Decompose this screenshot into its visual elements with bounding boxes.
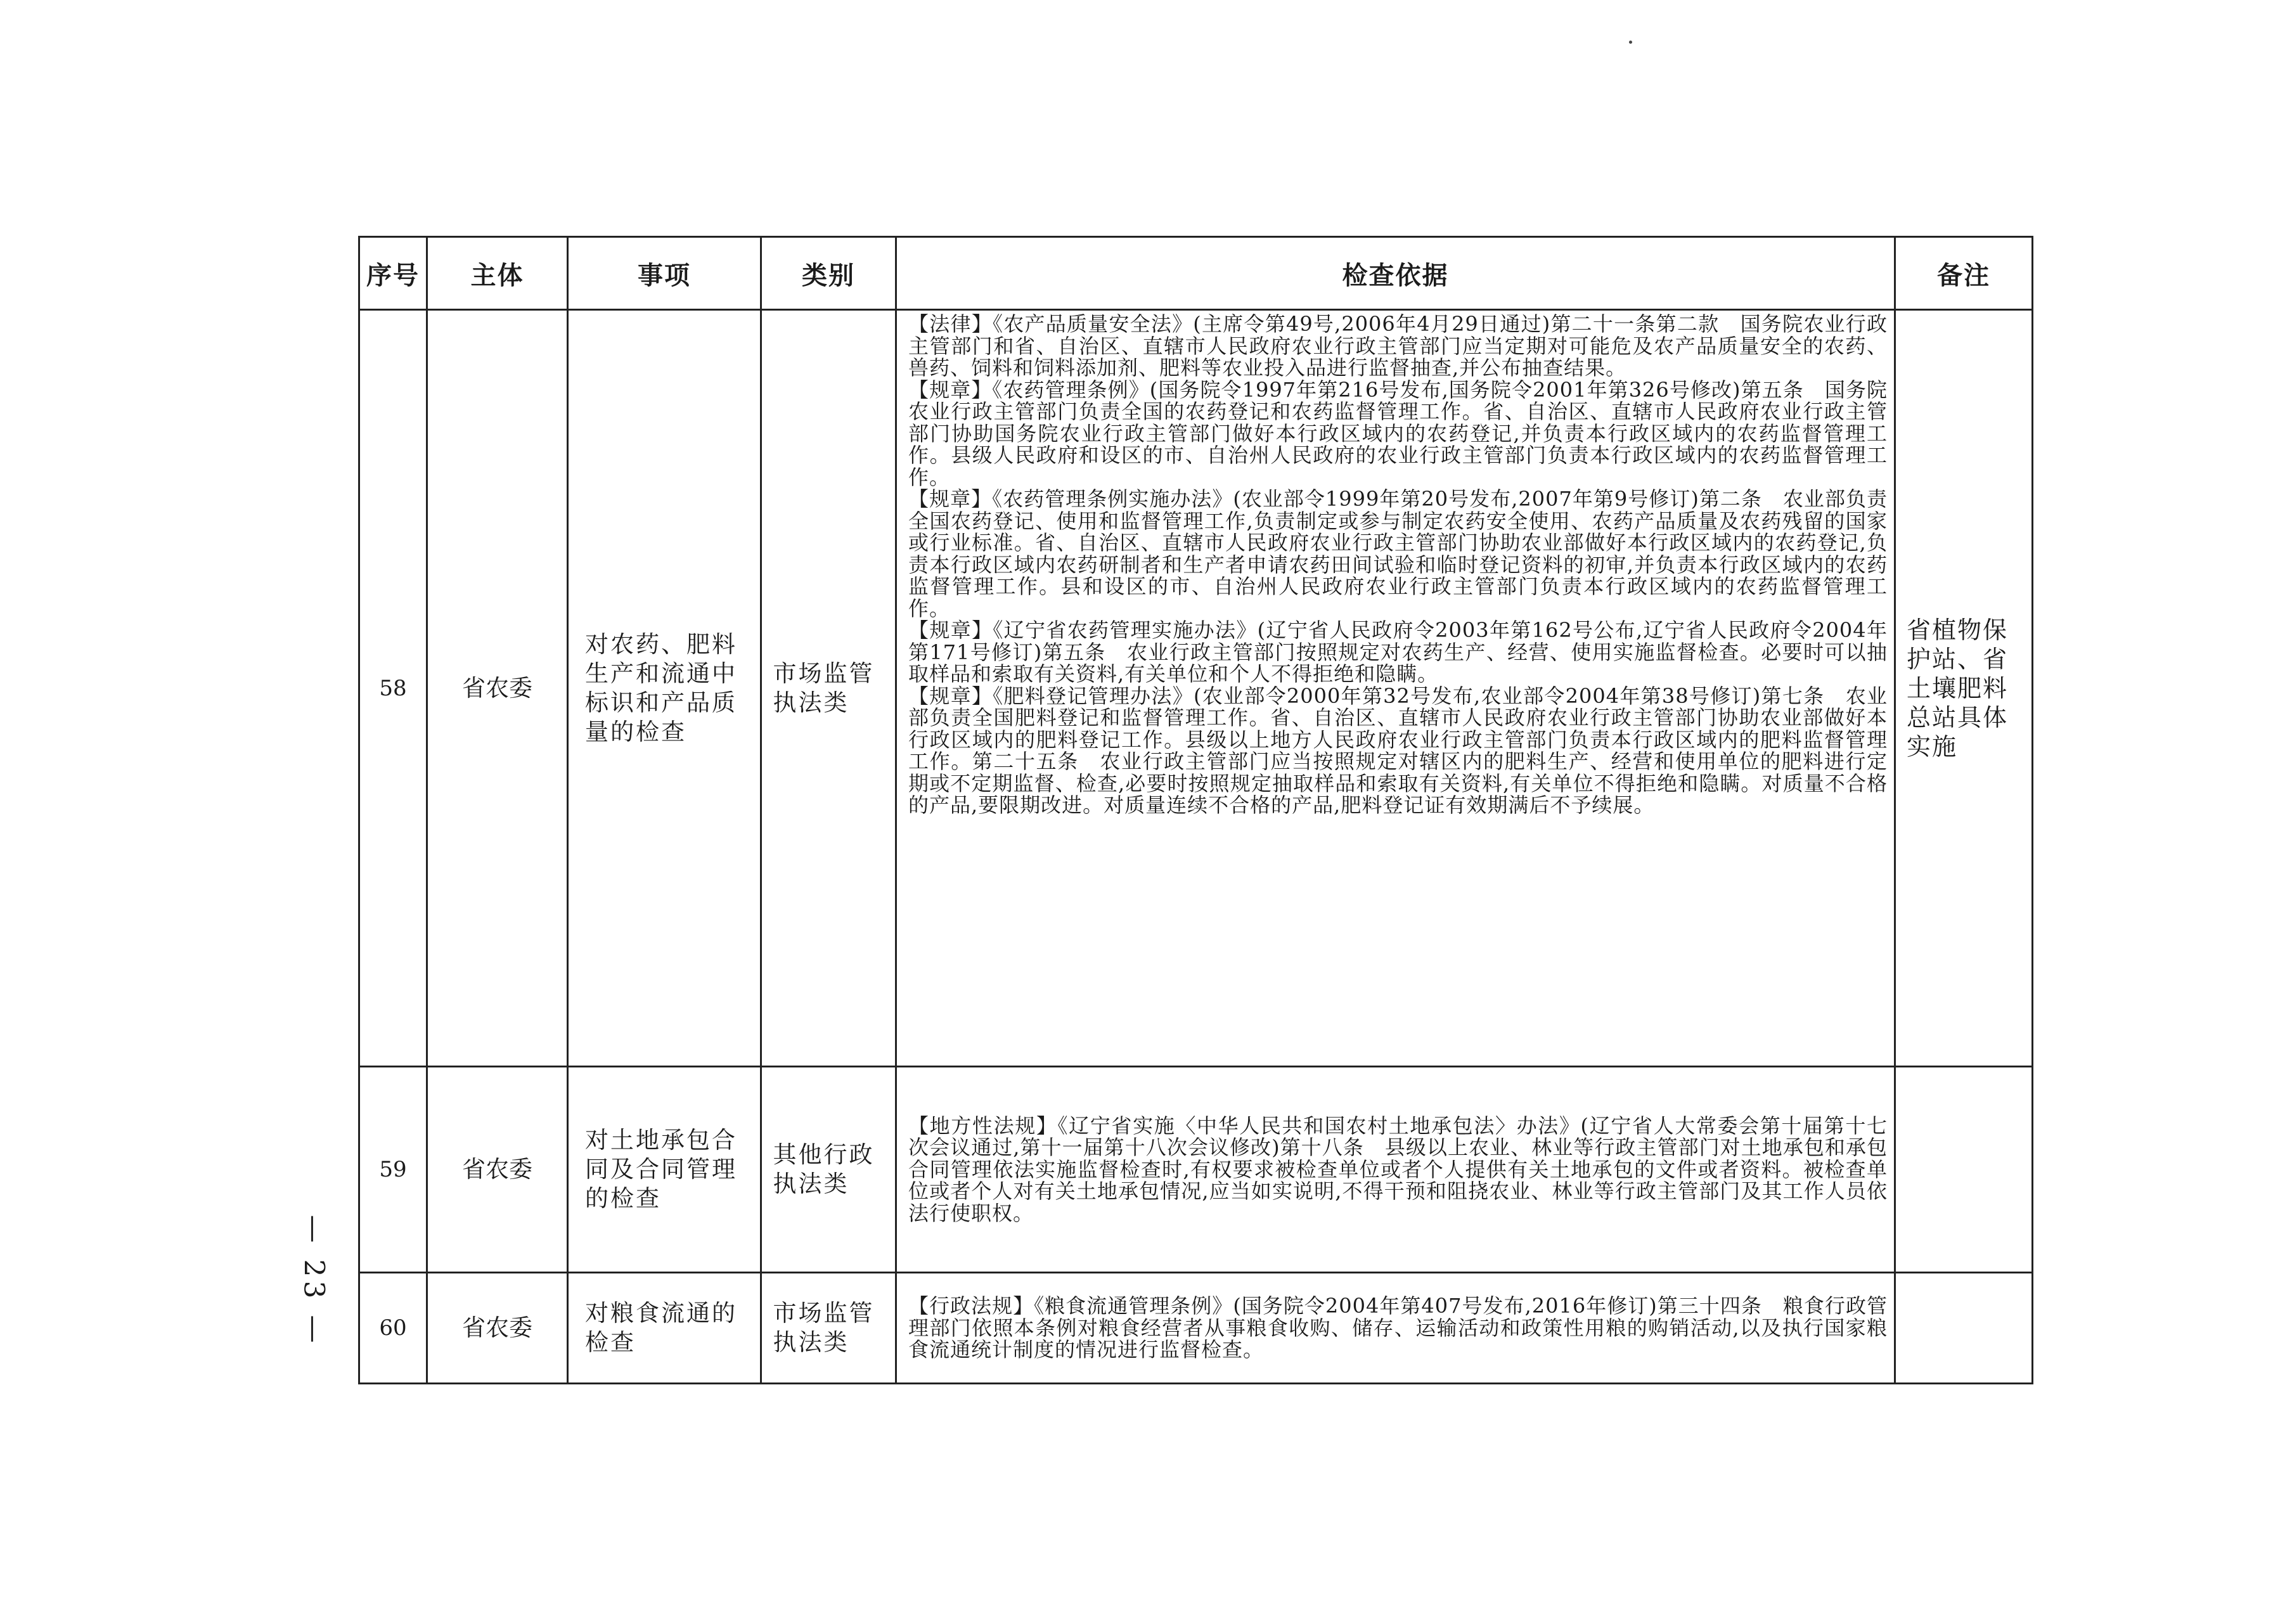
- table-header-row: [359, 237, 2033, 310]
- basis-tag: 【法律】: [908, 312, 993, 336]
- header-seq: 序号: [359, 237, 427, 310]
- row-seq: 58: [359, 310, 427, 1067]
- basis-text: 《肥料登记管理办法》(农业部令2000年第32号发布,农业部令2004年第38号修订)第七条 农业部负责全国肥料登记和监督管理工作。省、自治区、直辖市人民政府农业行政主管部门协助农业部做好本行政区域内的肥料登记工作。县级以上地方人民政府农业行政主管部门负责本行政区域内的肥料监督管理工作。第二十五条 农业行政主管部门应当按照规定对辖区内的肥料生产、经营和使用单位的肥料进行定期或不定期监督、检查,必要时按照规定抽取样品和索取有关资料,有关单位不得拒绝和隐瞒。对质量不合格的产品,要限期改进。对质量连续不合格的产品,肥料登记证有效期满后不予续展。: [908, 683, 1888, 817]
- basis-text: 《辽宁省实施〈中华人民共和国农村土地承包法〉办法》(辽宁省人大常委会第十届第十七次会议通过,第十一届第十八次会议修改)第十八条 县级以上农业、林业等行政主管部门对土地承包和承包合同管理依法实施监督检查时,有权要求被检查单位或者个人提供有关土地承包的文件或者资料。被检查单位或者个人对有关土地承包情况,应当如实说明,不得干预和阻挠农业、林业等行政主管部门及其工作人员依法行使职权。: [908, 1113, 1888, 1225]
- basis-tag: 【地方性法规】: [908, 1113, 1058, 1138]
- basis-tag: 【规章】: [908, 487, 993, 511]
- basis-text: 《农药管理条例实施办法》(农业部令1999年第20号发布,2007年第9号修订)第二条 农业部负责全国农药登记、使用和监督管理工作,负责制定或参与制定农药安全使用、农药产品质量及农药残留的国家或行业标准。省、自治区、直辖市人民政府农业行政主管部门协助农业部做好本行政区域内的农药登记,负责本行政区域内农药研制者和生产者申请农药田间试验和临时登记资料的初审,并负责本行政区域内的农药监督管理工作。县和设区的市、自治州人民政府农业行政主管部门负责本行政区域内的农药监督管理工作。: [908, 487, 1888, 621]
- row-category: 市场监管执法类: [773, 659, 875, 716]
- basis-paragraph: [908, 313, 1888, 379]
- header-subject: 主体: [427, 237, 568, 310]
- table-row: [359, 310, 2033, 1067]
- row-subject: 省农委: [427, 1273, 568, 1384]
- row-subject: 省农委: [427, 1067, 568, 1273]
- page-number: [279, 1198, 349, 1363]
- basis-tag: 【规章】: [908, 618, 993, 642]
- row-category: 市场监管执法类: [773, 1299, 875, 1356]
- row-subject: 省农委: [427, 310, 568, 1067]
- basis-text: 《农产品质量安全法》(主席令第49号,2006年4月29日通过)第二十一条第二款 国务院农业行政主管部门和省、自治区、直辖市人民政府农业行政主管部门应当定期对可能危及农产品质量安全的农药、兽药、饲料和饲料添加剂、肥料等农业投入品进行监督抽查,并公布抽查结果。: [908, 312, 1888, 380]
- scan-speck: [1629, 41, 1632, 44]
- row-item: 对农药、肥料生产和流通中标识和产品质量的检查: [585, 630, 737, 745]
- header-category: 类别: [761, 237, 896, 310]
- row-seq: 59: [359, 1067, 427, 1273]
- basis-tag: 【规章】: [908, 377, 993, 402]
- basis-paragraph: [908, 488, 1888, 619]
- inspection-table: [358, 236, 2033, 1384]
- row-seq: 60: [359, 1273, 427, 1384]
- row-item: 对粮食流通的检查: [585, 1299, 737, 1356]
- basis-paragraph: [908, 619, 1888, 685]
- table-row: [359, 1273, 2033, 1384]
- header-basis: 检查依据: [896, 237, 1895, 310]
- row-item: 对土地承包合同及合同管理的检查: [585, 1126, 737, 1212]
- basis-tag: 【行政法规】: [908, 1294, 1034, 1318]
- basis-tag: 【规章】: [908, 683, 993, 708]
- table-row: [359, 1067, 2033, 1273]
- basis-paragraph: [908, 1295, 1888, 1361]
- row-category: 其他行政执法类: [773, 1141, 875, 1197]
- header-item: 事项: [568, 237, 761, 310]
- basis-paragraph: [908, 1115, 1888, 1225]
- header-remark: 备注: [1895, 237, 2033, 310]
- basis-paragraph: [908, 685, 1888, 816]
- basis-text: 《粮食流通管理条例》(国务院令2004年第407号发布,2016年修订)第三十四条 粮食行政管理部门依照本条例对粮食经营者从事粮食收购、储存、运输活动和政策性用粮的购销活动,以及执行国家粮食流通统计制度的情况进行监督检查。: [908, 1294, 1888, 1362]
- row-basis: [896, 1067, 1895, 1273]
- basis-text: 《农药管理条例》(国务院令1997年第216号发布,国务院令2001年第326号修改)第五条 国务院农业行政主管部门负责全国的农药登记和农药监督管理工作。省、自治区、直辖市人民政府农业行政主管部门协助国务院农业行政主管部门做好本行政区域内的农药登记,并负责本行政区域内的农药监督管理工作。县级人民政府和设区的市、自治州人民政府的农业行政主管部门负责本行政区域内的农药监督管理工作。: [908, 377, 1888, 489]
- row-basis: [896, 1273, 1895, 1384]
- basis-paragraph: [908, 379, 1888, 489]
- row-remark: 省植物保护站、省土壤肥料总站具体实施: [1907, 615, 2009, 761]
- row-basis: [896, 310, 1895, 1067]
- basis-text: 《辽宁省农药管理实施办法》(辽宁省人民政府令2003年第162号公布,辽宁省人民政府令2004年第171号修订)第五条 农业行政主管部门按照规定对农药生产、经营、使用实施监督检查。必要时可以抽取样品和索取有关资料,有关单位和个人不得拒绝和隐瞒。: [908, 618, 1888, 686]
- page-number-text: — 23 —: [297, 1215, 330, 1346]
